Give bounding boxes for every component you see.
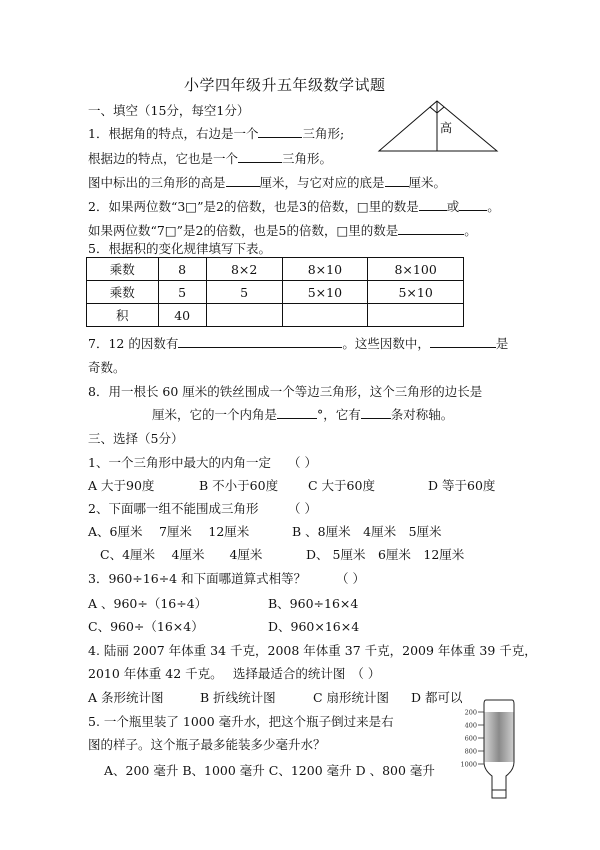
bottle-scale-label: 600 xyxy=(464,734,477,743)
c4-option-c[interactable]: C 扇形统计图 xyxy=(313,690,390,705)
q1-text-a: 1．根据角的特点，右边是一个 xyxy=(88,126,259,141)
table-cell: 乘数 xyxy=(87,281,159,304)
q8-line1: 8．用一根长 60 厘米的铁丝围成一个等边三角形，这个三角形的边长是 xyxy=(88,384,483,399)
q8-line2 xyxy=(152,405,453,423)
table-cell: 5 xyxy=(158,281,206,304)
table-row xyxy=(87,258,464,281)
c3-option-b[interactable]: B、960÷16×4 xyxy=(268,596,359,611)
q8-blank-2[interactable] xyxy=(361,406,391,419)
bottle-scale-label: 800 xyxy=(464,747,477,756)
bottle-scale xyxy=(460,709,484,769)
c3-question: 3．960÷16÷4 和下面哪道算式相等？ xyxy=(88,571,307,586)
c4-line2 xyxy=(88,664,380,682)
table-cell: 积 xyxy=(87,304,159,327)
c3-option-c[interactable]: C、960÷（16×4） xyxy=(88,619,204,634)
bottle-scale-label: 200 xyxy=(464,708,477,717)
q1-text-g: 厘米。 xyxy=(408,175,447,190)
bottle-cap xyxy=(492,790,506,798)
table-row xyxy=(87,304,464,327)
table-cell: 8×10 xyxy=(282,258,368,281)
product-table xyxy=(86,257,464,327)
q1-text-e: 图中标出的三角形的高是 xyxy=(88,175,226,190)
q5-text: 5．根据积的变化规律填写下表。 xyxy=(88,241,271,256)
c4-option-b[interactable]: B 折线统计图 xyxy=(200,690,276,705)
q8-text-b: °，它有 xyxy=(317,407,361,422)
q2-line2 xyxy=(88,221,477,239)
c2-option-a[interactable]: A、6厘米 7厘米 12厘米 xyxy=(88,524,250,539)
q2-text-a: 2．如果两位数“3□”是2的倍数，也是3的倍数，□里的数是 xyxy=(88,199,419,214)
q1-text-c: 根据边的特点，它也是一个 xyxy=(88,151,239,166)
c4-paren[interactable]: （ ） xyxy=(351,666,381,681)
c2-option-b[interactable]: B 、8厘米 4厘米 5厘米 xyxy=(292,524,442,539)
table-row xyxy=(87,281,464,304)
c1-question: 1、一个三角形中最大的内角一定 xyxy=(88,455,271,470)
c4-text: 2010 年体重 42 千克。 选择最适合的统计图 xyxy=(88,666,346,681)
c4-option-a[interactable]: A 条形统计图 xyxy=(88,690,164,705)
triangle-height-label: 高 xyxy=(440,121,453,135)
bottle-figure xyxy=(448,696,520,804)
c5-options[interactable]: A、200 毫升 B、1000 毫升 C、1200 毫升 D 、800 毫升 xyxy=(104,763,435,778)
table-cell: 5×10 xyxy=(282,281,368,304)
table-cell: 40 xyxy=(158,304,206,327)
triangle-figure xyxy=(374,96,502,156)
triangle-outline xyxy=(379,101,497,151)
q7-text-a: 7．12 的因数有 xyxy=(88,336,179,351)
table-cell-answer[interactable] xyxy=(282,304,368,327)
page-title: 小学四年级升五年级数学试题 xyxy=(184,76,386,94)
q7-text-b: 。这些因数中， xyxy=(342,336,430,351)
c1-option-c[interactable]: C 大于60度 xyxy=(308,478,375,493)
q7-line2: 奇数。 xyxy=(88,360,126,375)
q8-text-c: 条对称轴。 xyxy=(390,407,454,422)
q1-blank-2[interactable] xyxy=(238,150,282,163)
c2-question: 2、下面哪一组不能围成三角形 xyxy=(88,501,259,516)
table-cell-answer[interactable] xyxy=(368,304,464,327)
q2-text-d: 如果两位数“7□”是2的倍数，也是5的倍数，□里的数是 xyxy=(88,223,399,238)
q2-text-e: 。 xyxy=(464,223,477,238)
c1-option-b[interactable]: B 不小于60度 xyxy=(199,478,279,493)
q1-blank-4[interactable] xyxy=(385,174,409,187)
q1-text-f: 厘米，与它对应的底是 xyxy=(259,175,385,190)
q7-blank-2[interactable] xyxy=(430,335,496,348)
bottle-water xyxy=(484,712,514,762)
c1-paren[interactable]: （ ） xyxy=(288,455,317,470)
q1-text-b: 三角形; xyxy=(302,126,345,141)
bottle-scale-label: 1000 xyxy=(460,760,477,769)
c5-line2: 图的样子。这个瓶子最多能装多少毫升水？ xyxy=(88,737,326,752)
section1-heading: 一、填空（15分，每空1分） xyxy=(88,103,250,118)
bottle-scale-label: 400 xyxy=(464,721,477,730)
q2-line1 xyxy=(88,197,500,215)
section3-heading: 三、选择（5分） xyxy=(88,431,184,446)
q2-blank-3[interactable] xyxy=(398,222,464,235)
c3-option-a[interactable]: A 、960÷（16÷4） xyxy=(88,596,208,611)
table-cell-answer[interactable] xyxy=(206,304,282,327)
q7-blank-1[interactable] xyxy=(178,335,342,348)
c4-option-d[interactable]: D 都可以 xyxy=(411,690,463,705)
q1-line3 xyxy=(88,173,446,191)
c1-option-a[interactable]: A 大于90度 xyxy=(88,478,155,493)
c3-paren[interactable]: （ ） xyxy=(336,571,365,586)
q7-line1 xyxy=(88,334,508,352)
q2-blank-2[interactable] xyxy=(459,198,487,211)
q7-text-c: 是 xyxy=(495,336,509,351)
c4-line1: 4. 陆丽 2007 年体重 34 千克，2008 年体重 37 千克，2009 年体重 39 千克， xyxy=(88,643,537,658)
table-cell: 8 xyxy=(158,258,206,281)
c2-paren[interactable]: （ ） xyxy=(288,501,317,516)
q1-text-d: 三角形。 xyxy=(282,151,333,166)
q2-text-c: 。 xyxy=(487,199,500,214)
table-cell: 5 xyxy=(206,281,282,304)
q1-line1 xyxy=(88,124,344,142)
q8-blank-1[interactable] xyxy=(277,406,317,419)
c2-option-c[interactable]: C、4厘米 4厘米 4厘米 xyxy=(100,547,263,562)
q2-text-b: 或 xyxy=(446,199,460,214)
q1-blank-3[interactable] xyxy=(226,174,260,187)
q8-text-a: 厘米，它的一个内角是 xyxy=(152,407,278,422)
table-cell: 5×10 xyxy=(368,281,464,304)
q1-blank-1[interactable] xyxy=(258,125,302,138)
c5-line1: 5. 一个瓶里装了 1000 毫升水，把这个瓶子倒过来是右 xyxy=(88,714,394,729)
table-cell: 8×2 xyxy=(206,258,282,281)
c3-option-d[interactable]: D、960×16×4 xyxy=(268,619,360,634)
q2-blank-1[interactable] xyxy=(419,198,447,211)
table-cell: 乘数 xyxy=(87,258,159,281)
c1-option-d[interactable]: D 等于60度 xyxy=(428,478,496,493)
c2-option-d[interactable]: D、 5厘米 6厘米 12厘米 xyxy=(306,547,465,562)
table-cell: 8×100 xyxy=(368,258,464,281)
q1-line2 xyxy=(88,149,332,167)
